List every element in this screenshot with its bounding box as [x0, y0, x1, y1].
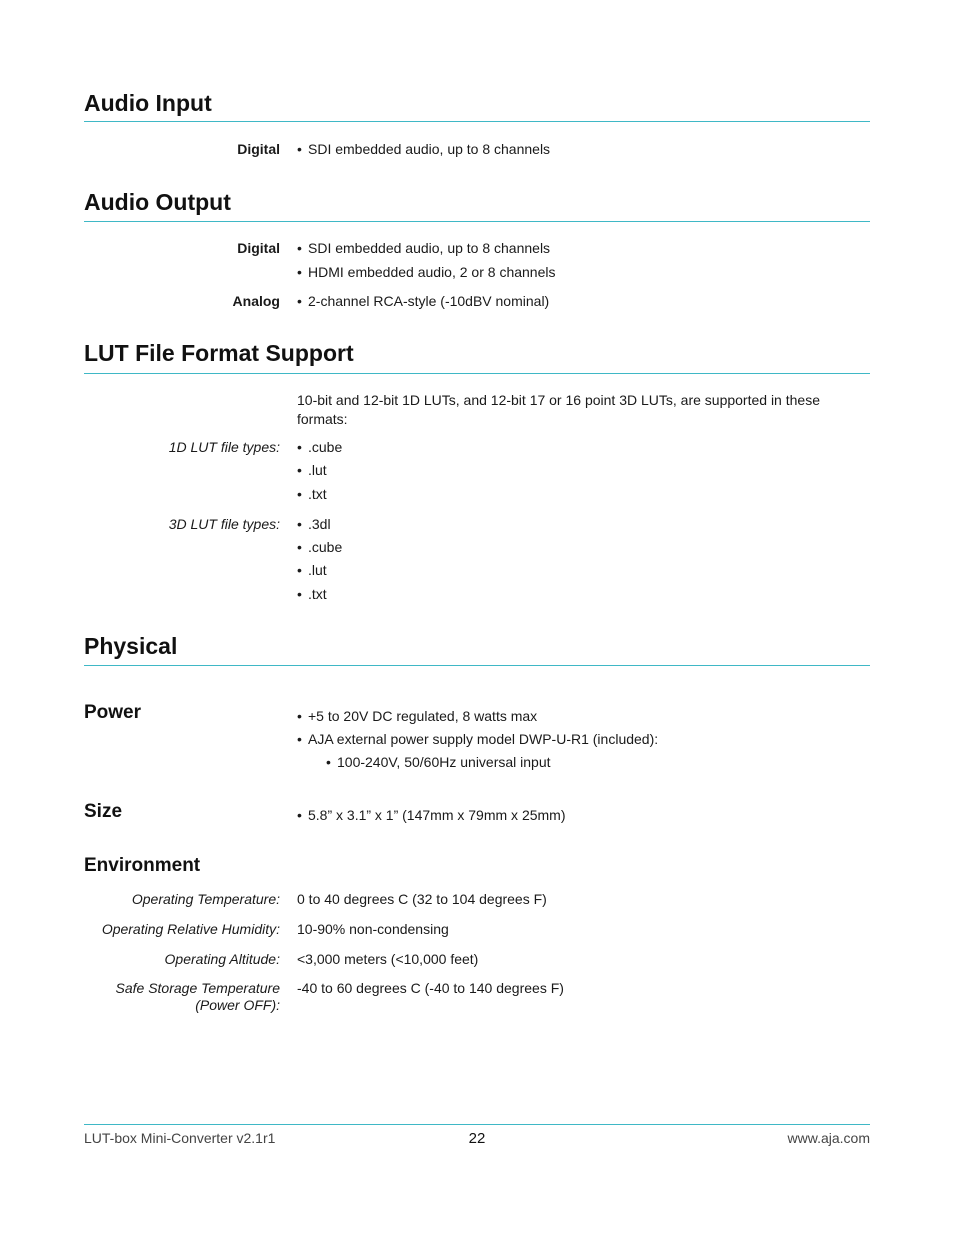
- list-item: • .cube: [297, 439, 343, 455]
- list-item: • 100-240V, 50/60Hz universal input: [326, 754, 551, 770]
- bullet-icon: •: [297, 539, 302, 555]
- list-item: • 5.8” x 3.1” x 1” (147mm x 79mm x 25mm): [297, 807, 566, 823]
- footer-rule: [84, 1124, 870, 1125]
- bullet-icon: •: [297, 264, 302, 280]
- bullet-icon: •: [297, 293, 302, 309]
- bullet-icon: •: [297, 462, 302, 478]
- list-item: • .lut: [297, 462, 327, 478]
- list-item: • .txt: [297, 486, 327, 502]
- bullet-icon: •: [297, 240, 302, 256]
- list-item: • +5 to 20V DC regulated, 8 watts max: [297, 708, 538, 724]
- list-item: • .txt: [297, 586, 327, 602]
- lut-intro-text: 10-bit and 12-bit 1D LUTs, and 12-bit 17 or 16 point 3D LUTs, are supported in these formats:: [297, 392, 820, 427]
- value-operating-humidity: 10-90% non-condensing: [297, 921, 449, 937]
- label-analog-output: Analog: [232, 293, 280, 309]
- list-item: • .cube: [297, 539, 343, 555]
- section-rule: [84, 665, 870, 666]
- value-operating-temperature: 0 to 40 degrees C (32 to 104 degrees F): [297, 891, 547, 907]
- value-operating-altitude: <3,000 meters (<10,000 feet): [297, 951, 479, 967]
- bullet-icon: •: [297, 731, 302, 747]
- subsection-title-size: Size: [84, 801, 123, 822]
- list-item: • .lut: [297, 562, 327, 578]
- label-operating-humidity: Operating Relative Humidity:: [101, 921, 280, 937]
- label-digital-input: Digital: [237, 141, 280, 157]
- section-title-lut-support: LUT File Format Support: [84, 340, 354, 366]
- bullet-icon: •: [297, 708, 302, 724]
- bullet-icon: •: [297, 439, 302, 455]
- bullet-icon: •: [297, 562, 302, 578]
- section-title-physical: Physical: [84, 633, 178, 659]
- section-rule: [84, 221, 870, 222]
- footer-document-title: LUT-box Mini-Converter v2.1r1: [84, 1130, 276, 1146]
- label-operating-altitude: Operating Altitude:: [164, 951, 280, 967]
- label-storage-temperature-note: (Power OFF):: [195, 997, 280, 1013]
- section-rule: [84, 121, 870, 122]
- footer-website: www.aja.com: [787, 1130, 870, 1146]
- label-operating-temperature: Operating Temperature:: [131, 891, 280, 907]
- page-number: 22: [468, 1130, 486, 1147]
- bullet-icon: •: [326, 754, 331, 770]
- list-item: • AJA external power supply model DWP-U-R1 (included):: [297, 731, 659, 747]
- bullet-icon: •: [297, 807, 302, 823]
- list-item: • .3dl: [297, 516, 331, 532]
- bullet-icon: •: [297, 586, 302, 602]
- subsection-title-power: Power: [84, 702, 142, 723]
- section-title-audio-input: Audio Input: [84, 90, 212, 116]
- bullet-icon: •: [297, 141, 302, 157]
- section-rule: [84, 373, 870, 374]
- list-item: • 2-channel RCA-style (-10dBV nominal): [297, 293, 550, 309]
- bullet-icon: •: [297, 486, 302, 502]
- label-1d-lut-types: 1D LUT file types:: [168, 439, 280, 455]
- value-storage-temperature: -40 to 60 degrees C (-40 to 140 degrees F): [297, 980, 564, 996]
- list-item: • SDI embedded audio, up to 8 channels: [297, 141, 551, 157]
- label-storage-temperature: Safe Storage Temperature: [115, 980, 280, 996]
- bullet-icon: •: [297, 516, 302, 532]
- list-item: • HDMI embedded audio, 2 or 8 channels: [297, 264, 556, 280]
- label-3d-lut-types: 3D LUT file types:: [168, 516, 280, 532]
- section-title-audio-output: Audio Output: [84, 189, 231, 215]
- list-item: • SDI embedded audio, up to 8 channels: [297, 240, 551, 256]
- subsection-title-environment: Environment: [84, 855, 201, 876]
- label-digital-output: Digital: [237, 240, 280, 256]
